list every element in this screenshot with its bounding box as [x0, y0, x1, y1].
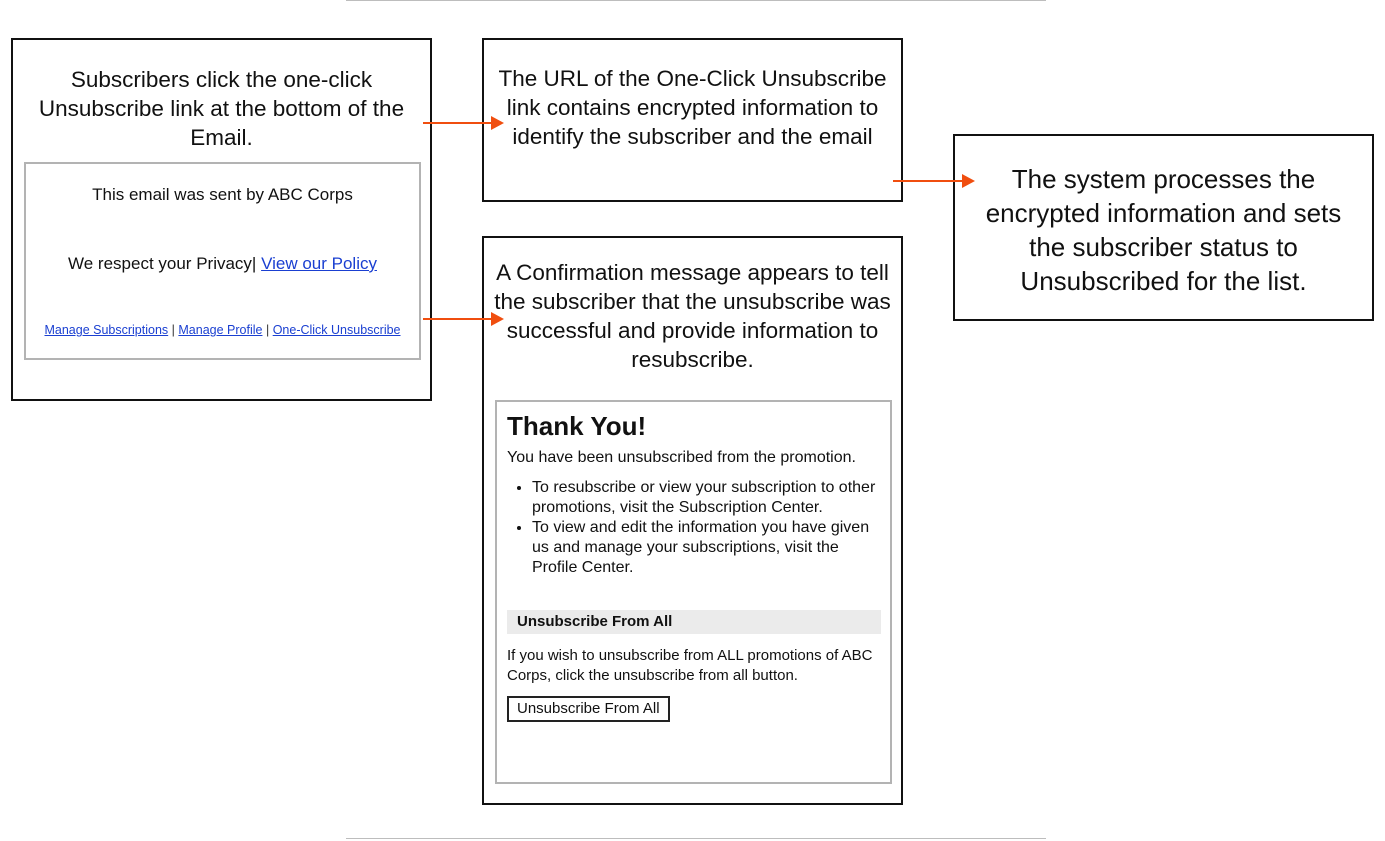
unsubscribed-message: You have been unsubscribed from the promotion.	[507, 449, 856, 466]
unsubscribe-all-section-title: Unsubscribe From All	[507, 610, 881, 634]
privacy-text: We respect your Privacy|	[68, 254, 257, 273]
email-footer-preview	[24, 162, 421, 360]
info-list	[507, 478, 881, 578]
step3-box	[953, 134, 1374, 321]
unsubscribe-all-description: If you wish to unsubscribe from ALL promotions of ABC Corps, click the unsubscribe from all button.	[507, 647, 873, 684]
link-separator: |	[171, 323, 175, 337]
step1-text: Subscribers click the one-click Unsubscribe link at the bottom of the Email.	[38, 67, 405, 150]
step4-text: A Confirmation message appears to tell the subscriber that the unsubscribe was successful and provide information to resubscribe.	[494, 260, 891, 372]
arrow-step1-to-step4	[423, 312, 504, 326]
step4-box	[482, 236, 903, 805]
arrow-head-icon	[491, 116, 504, 130]
manage-subscriptions-link[interactable]: Manage Subscriptions	[44, 323, 169, 337]
top-divider	[346, 0, 1046, 1]
thank-you-heading: Thank You!	[507, 411, 647, 441]
one-click-unsubscribe-link[interactable]: One-Click Unsubscribe	[272, 323, 401, 337]
list-item: • To view and edit the information you have given us and manage your subscriptions, visit the Profile Center.	[532, 518, 881, 578]
list-item: • To resubscribe or view your subscription to other promotions, visit the Subscription Center.	[532, 478, 881, 518]
step2-box	[482, 38, 903, 202]
footer-sent-by: This email was sent by ABC Corps	[92, 185, 353, 204]
arrow-head-icon	[962, 174, 975, 188]
step2-text: The URL of the One-Click Unsubscribe link contains encrypted information to identify the subscriber and the email	[498, 66, 887, 149]
arrow-shaft	[893, 180, 962, 182]
bottom-divider	[346, 838, 1046, 839]
link-separator: |	[265, 323, 270, 337]
step1-box	[11, 38, 432, 401]
confirmation-page-preview	[495, 400, 892, 784]
arrow-shaft	[423, 318, 491, 320]
arrow-step1-to-step2	[423, 116, 504, 130]
unsubscribe-from-all-button[interactable]: Unsubscribe From All	[507, 696, 670, 722]
arrow-step2-to-step3	[893, 174, 975, 188]
manage-profile-link[interactable]: Manage Profile	[178, 323, 263, 337]
footer-privacy-line	[26, 253, 419, 275]
step3-text: The system processes the encrypted information and sets the subscriber status to Unsubscribed for the list.	[985, 164, 1342, 296]
arrow-shaft	[423, 122, 491, 124]
footer-links	[26, 322, 419, 338]
view-policy-link[interactable]: View our Policy	[261, 254, 377, 273]
arrow-head-icon	[491, 312, 504, 326]
